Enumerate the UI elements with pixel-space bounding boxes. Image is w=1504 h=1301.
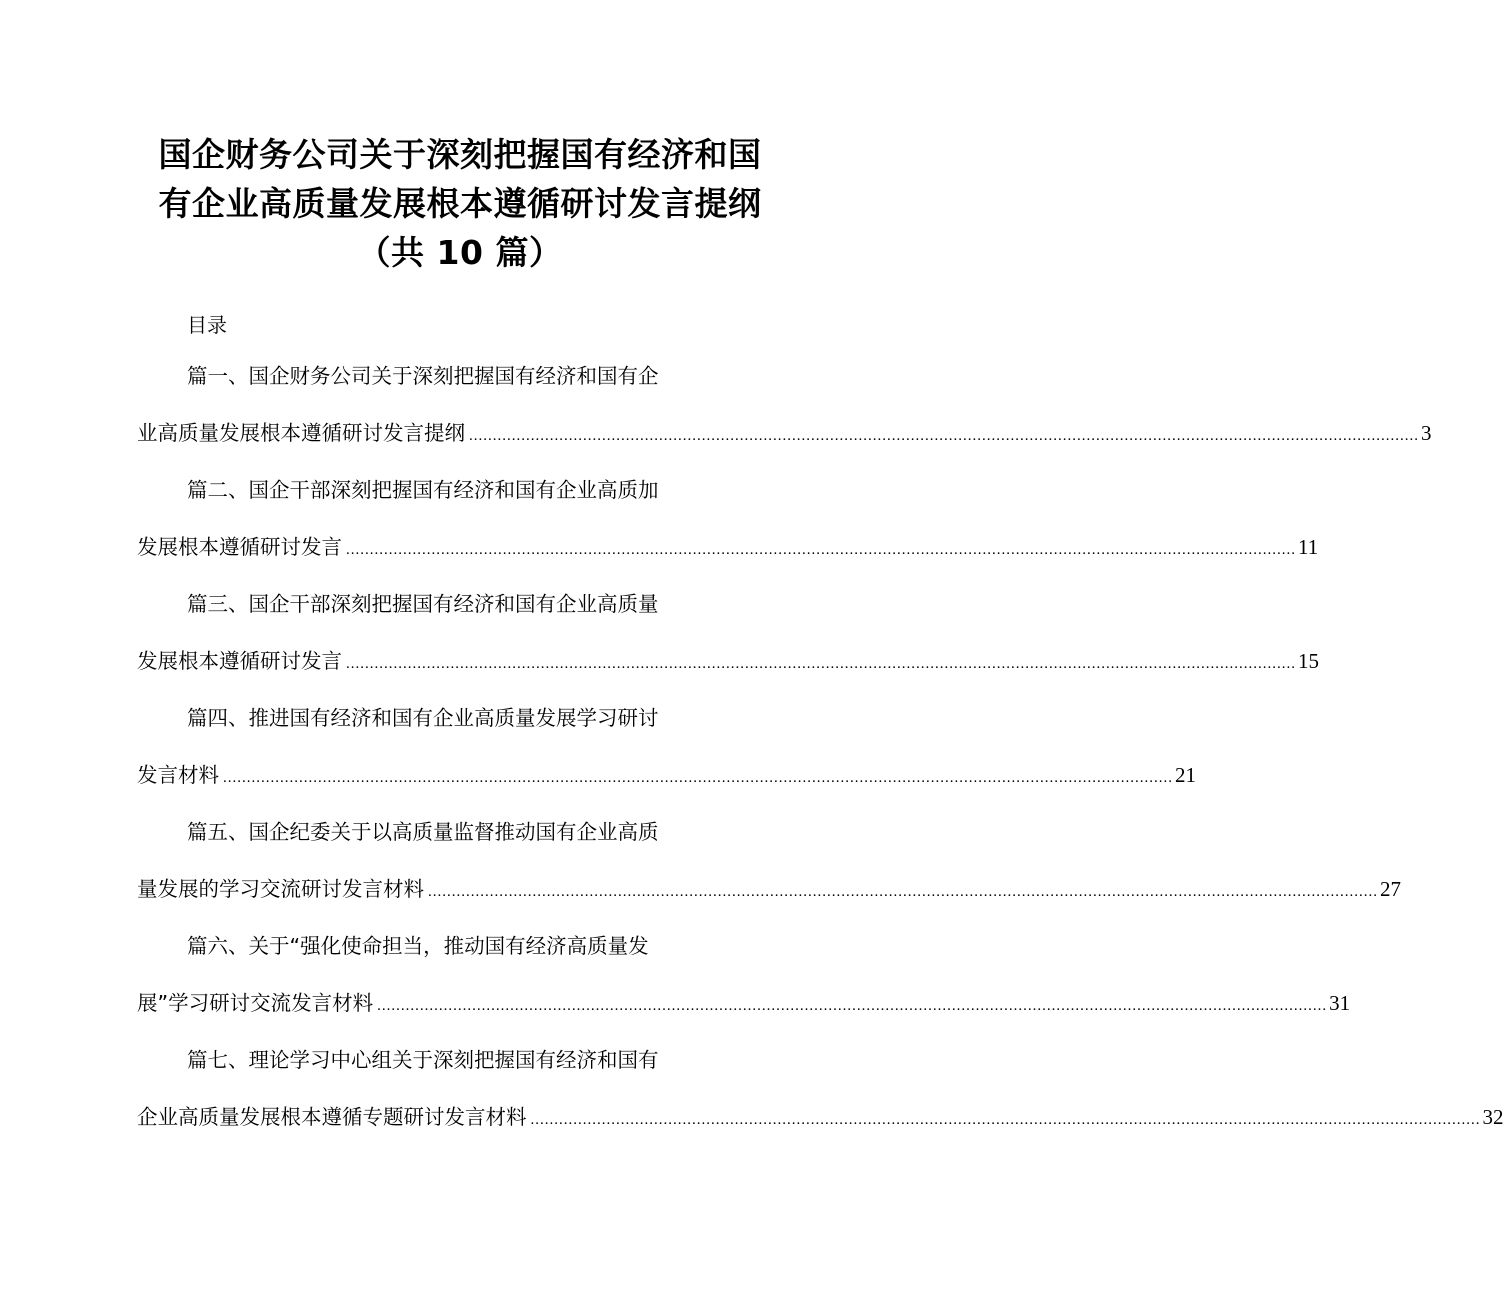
toc-entry[interactable]: [137, 812, 1401, 926]
toc-entry-page-number: 21: [1175, 763, 1196, 787]
toc-entry-title-line-2: 发展根本遵循研讨发言: [137, 649, 342, 673]
dot-leader: ........................................................................................................................................................................................................: [377, 998, 1328, 1014]
dot-leader: ........................................................................................................................................................................................................: [223, 770, 1173, 786]
toc-entry[interactable]: [137, 698, 1196, 812]
toc-entry-page-number: 11: [1298, 535, 1319, 559]
toc-entry[interactable]: [137, 1040, 1504, 1154]
toc-entry-title-line-1: 篇七、理论学习中心组关于深刻把握国有经济和国有: [187, 1048, 659, 1072]
toc-heading: 目录: [187, 313, 227, 337]
toc-entry-page-number: 3: [1421, 421, 1432, 445]
toc-entry-title-line-2: 业高质量发展根本遵循研讨发言提纲: [137, 421, 465, 445]
toc-entry-title-line-1: 篇六、关于“强化使命担当，推动国有经济高质量发: [187, 934, 649, 958]
document-title: [0, 130, 920, 277]
toc-entry-page-number: 27: [1380, 877, 1401, 901]
toc-entry-page-number: 15: [1298, 649, 1319, 673]
toc-entry-title-line-2: 发言材料: [137, 763, 219, 787]
toc-entry-title-line-2: 发展根本遵循研讨发言: [137, 535, 342, 559]
dot-leader: ........................................................................................................................................................................................................: [469, 428, 1419, 444]
dot-leader: ........................................................................................................................................................................................................: [346, 656, 1296, 672]
toc-entry[interactable]: [137, 470, 1319, 584]
toc-entry-page-number: 32: [1482, 1105, 1504, 1129]
toc-entry-title-line-1: 篇一、国企财务公司关于深刻把握国有经济和国有企: [187, 364, 659, 388]
toc-entry-title-line-1: 篇五、国企纪委关于以高质量监督推动国有企业高质: [187, 820, 659, 844]
dot-leader: ........................................................................................................................................................................................................: [530, 1112, 1481, 1128]
toc-entry-title-line-2: 企业高质量发展根本遵循专题研讨发言材料: [137, 1105, 527, 1129]
toc-entry-title-line-1: 篇三、国企干部深刻把握国有经济和国有企业高质量: [187, 592, 659, 616]
toc-entry-title-line-1: 篇二、国企干部深刻把握国有经济和国有企业高质加: [187, 478, 659, 502]
table-of-contents: [137, 356, 1504, 1154]
toc-entry-title-line-2: 量发展的学习交流研讨发言材料: [137, 877, 424, 901]
dot-leader: ........................................................................................................................................................................................................: [428, 884, 1378, 900]
toc-entry[interactable]: [137, 926, 1351, 1040]
title-line-1: 国企财务公司关于深刻把握国有经济和国: [158, 135, 762, 174]
toc-entry[interactable]: [137, 584, 1319, 698]
title-line-3: （共 10 篇）: [357, 233, 563, 272]
toc-entry-title-line-1: 篇四、推进国有经济和国有企业高质量发展学习研讨: [187, 706, 659, 730]
toc-entry[interactable]: [137, 356, 1432, 470]
toc-entry-page-number: 31: [1329, 991, 1351, 1015]
title-line-2: 有企业高质量发展根本遵循研讨发言提纲: [158, 184, 762, 223]
toc-entry-title-line-2: 展”学习研讨交流发言材料: [137, 991, 374, 1015]
dot-leader: ........................................................................................................................................................................................................: [346, 542, 1296, 558]
